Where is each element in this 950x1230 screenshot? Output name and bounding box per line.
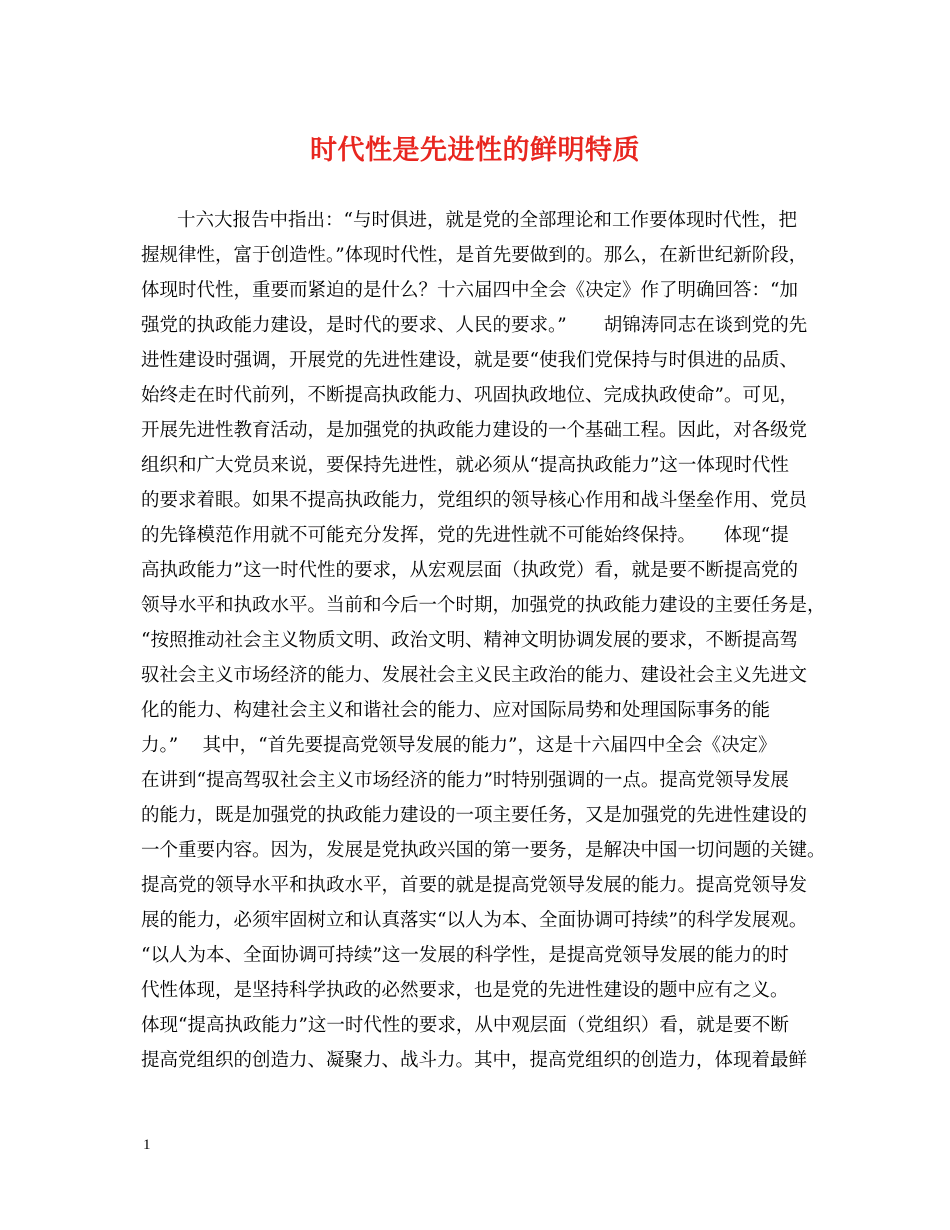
- body-text: [141, 203, 826, 1078]
- body-line: 体现“提高执政能力”这一时代性的要求，从中观层面（党组织）看，就是要不断: [141, 1015, 789, 1036]
- body-line: 代性体现，是坚持科学执政的必然要求，也是党的先进性建设的题中应有之义。: [141, 980, 789, 1001]
- body-line: 进性建设时强调，开展党的先进性建设，就是要“使我们党保持与时俱进的品质、: [141, 350, 798, 371]
- body-line: 握规律性，富于创造性。”体现时代性，是首先要做到的。那么，在新世纪新阶段，: [141, 245, 808, 266]
- body-line: “按照推动社会主义物质文明、政治文明、精神文明协调发展的要求，不断提高驾: [141, 630, 798, 651]
- body-line: 始终走在时代前列，不断提高执政能力、巩固执政地位、完成执政使命”。可见，: [141, 385, 798, 406]
- body-line: 领导水平和执政水平。当前和今后一个时期，加强党的执政能力建设的主要任务是，: [141, 595, 826, 616]
- body-line: 化的能力、构建社会主义和谐社会的能力、应对国际局势和处理国际事务的能: [141, 700, 771, 721]
- body-line: 的要求着眼。如果不提高执政能力，党组织的领导核心作用和战斗堡垒作用、党员: [141, 490, 808, 511]
- body-line: 驭社会主义市场经济的能力、发展社会主义民主政治的能力、建设社会主义先进文: [141, 665, 808, 686]
- body-line: 的能力，既是加强党的执政能力建设的一项主要任务，又是加强党的先进性建设的: [141, 805, 808, 826]
- body-line: 提高党组织的创造力、凝聚力、战斗力。其中，提高党组织的创造力，体现着最鲜: [141, 1050, 808, 1071]
- body-line: “以人为本、全面协调可持续”这一发展的科学性，是提高党领导发展的能力的时: [141, 945, 789, 966]
- body-line: 开展先进性教育活动，是加强党的执政能力建设的一个基础工程。因此，对各级党: [141, 420, 808, 441]
- body-line: 十六大报告中指出：“与时俱进，就是党的全部理论和工作要体现时代性，把: [177, 210, 797, 231]
- body-line: 强党的执政能力建设，是时代的要求、人民的要求。” 胡锦涛同志在谈到党的先: [141, 315, 808, 336]
- body-line: 展的能力，必须牢固树立和认真落实“以人为本、全面协调可持续”的科学发展观。: [141, 910, 808, 931]
- body-line: 提高党的领导水平和执政水平，首要的就是提高党领导发展的能力。提高党领导发: [141, 875, 808, 896]
- page-number: 1: [143, 1137, 151, 1153]
- body-line: 在讲到“提高驾驭社会主义市场经济的能力”时特别强调的一点。提高党领导发展: [141, 770, 789, 791]
- body-line: 高执政能力”这一时代性的要求，从宏观层面（执政党）看，就是要不断提高党的: [141, 560, 798, 581]
- document-title: 时代性是先进性的鲜明特质: [310, 135, 640, 166]
- body-line: 组织和广大党员来说，要保持先进性，就必须从“提高执政能力”这一体现时代性: [141, 455, 789, 476]
- body-line: 力。” 其中，“首先要提高党领导发展的能力”，这是十六届四中全会《决定》: [141, 735, 777, 756]
- body-line: 的先锋模范作用就不可能充分发挥，党的先进性就不可能始终保持。 体现“提: [141, 525, 789, 546]
- body-line: 体现时代性，重要而紧迫的是什么？十六届四中全会《决定》作了明确回答：“加: [141, 280, 798, 301]
- body-line: 一个重要内容。因为，发展是党执政兴国的第一要务，是解决中国一切问题的关键。: [141, 840, 826, 861]
